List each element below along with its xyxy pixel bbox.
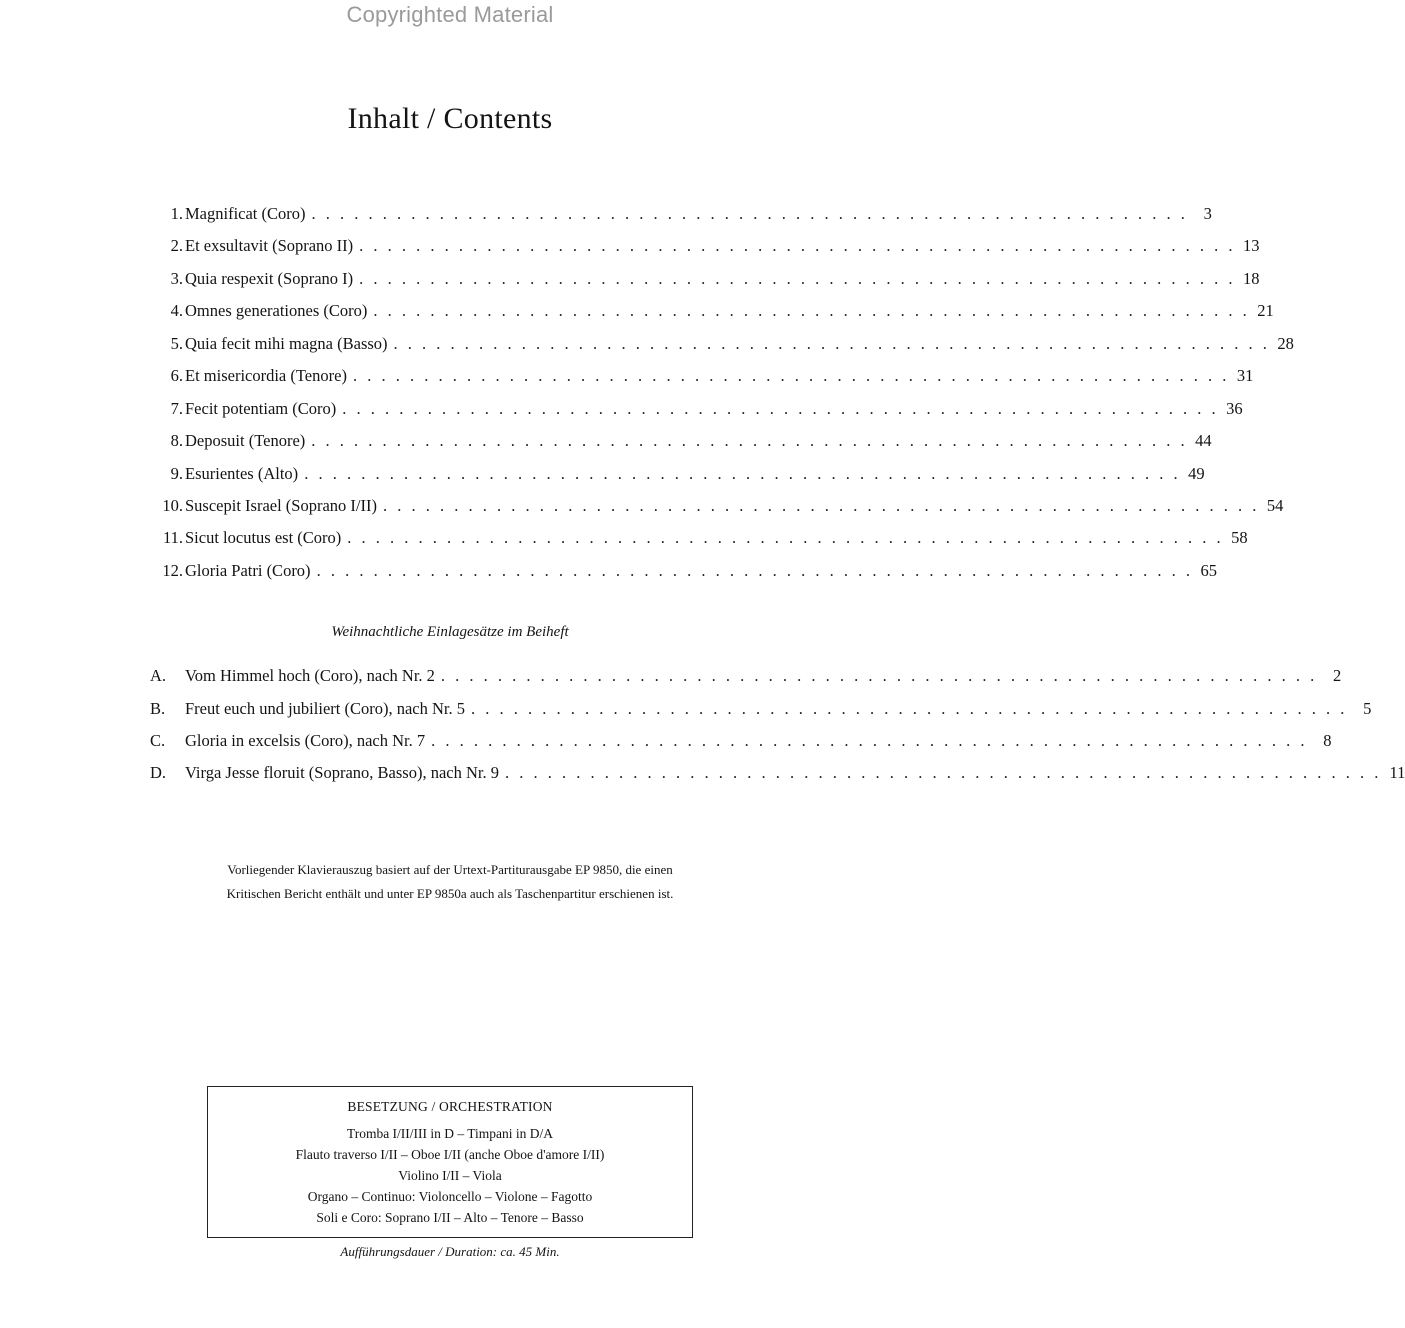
toc-number: 3. — [170, 269, 183, 288]
toc-page: 18 — [1243, 269, 1260, 288]
toc-entry[interactable] — [150, 428, 1212, 454]
toc-number: 11. — [162, 528, 183, 547]
leader-dots: . . . . . . . . . . . . . . . . . . . . . . . . . . . . . . . . . . . . . . . . . . . . . . . . . . . . . . . . . . . . . . — [431, 731, 1308, 750]
toc-title: Quia fecit mihi magna (Basso) — [185, 334, 388, 353]
toc-entry[interactable] — [150, 558, 1217, 584]
toc-title: Deposuit (Tenore) — [185, 431, 306, 450]
toc-entry[interactable] — [150, 266, 1260, 292]
supplement-title: Freut euch und jubiliert (Coro), nach Nr. 5 — [185, 699, 465, 718]
toc-page: 49 — [1188, 464, 1205, 483]
toc-entry[interactable] — [150, 493, 1284, 519]
toc-page: 44 — [1195, 431, 1212, 450]
toc-entry[interactable] — [150, 233, 1260, 259]
leader-dots: . . . . . . . . . . . . . . . . . . . . . . . . . . . . . . . . . . . . . . . . . . . . . . . . . . . . . . . . . . . . . . — [504, 763, 1382, 782]
supplement-title: Vom Himmel hoch (Coro), nach Nr. 2 — [185, 666, 435, 685]
supplement-entry[interactable] — [150, 728, 1332, 754]
page-title: Inhalt / Contents — [347, 102, 553, 135]
toc-number: 12. — [162, 561, 183, 580]
supplement-page: 11 — [1389, 763, 1405, 782]
supplement-entry[interactable] — [150, 696, 1372, 722]
toc-page: 3 — [1203, 204, 1212, 223]
toc-page: 13 — [1243, 236, 1260, 255]
orchestration-box — [207, 1086, 693, 1238]
supplement-letter: A. — [150, 666, 167, 685]
leader-dots: . . . . . . . . . . . . . . . . . . . . . . . . . . . . . . . . . . . . . . . . . . . . . . . . . . . . . . . . . . . . . . — [352, 366, 1230, 385]
leader-dots: . . . . . . . . . . . . . . . . . . . . . . . . . . . . . . . . . . . . . . . . . . . . . . . . . . . . . . . . . . . . . . — [382, 496, 1260, 515]
toc-entry[interactable] — [150, 298, 1274, 324]
orchestration-line: Flauto traverso I/II – Oboe I/II (anche Oboe d'amore I/II) — [295, 1147, 605, 1162]
toc-page: 31 — [1236, 366, 1254, 385]
edition-note-line: Vorliegender Klavierauszug basiert auf der Urtext-Partiturausgabe EP 9850, die einen — [227, 862, 673, 877]
toc-title: Et misericordia (Tenore) — [185, 366, 347, 385]
toc-number: 10. — [162, 496, 183, 515]
toc-title: Gloria Patri (Coro) — [185, 561, 311, 580]
leader-dots: . . . . . . . . . . . . . . . . . . . . . . . . . . . . . . . . . . . . . . . . . . . . . . . . . . . . . . . . . . . . . . — [311, 204, 1188, 223]
supplement-heading: Weihnachtliche Einlagesätze im Beiheft — [331, 624, 569, 640]
supplement-page: 2 — [1333, 666, 1342, 685]
leader-dots: . . . . . . . . . . . . . . . . . . . . . . . . . . . . . . . . . . . . . . . . . . . . . . . . . . . . . . . . . . . . . . — [359, 269, 1236, 288]
toc-page: 58 — [1231, 528, 1248, 547]
edition-note-line: Kritischen Bericht enthält und unter EP 9850a auch als Taschenpartitur erschienen ist. — [226, 886, 674, 901]
toc-title: Et exsultavit (Soprano II) — [185, 236, 354, 255]
toc-number: 5. — [170, 334, 183, 353]
toc-entry[interactable] — [150, 396, 1243, 422]
toc-title: Quia respexit (Soprano I) — [185, 269, 354, 288]
edition-note — [150, 858, 750, 906]
leader-dots: . . . . . . . . . . . . . . . . . . . . . . . . . . . . . . . . . . . . . . . . . . . . . . . . . . . . . . . . . . . . . . — [304, 464, 1181, 483]
toc-title: Sicut locutus est (Coro) — [185, 528, 342, 547]
toc-title: Esurientes (Alto) — [185, 464, 299, 483]
toc-number: 7. — [170, 399, 183, 418]
toc-number: 4. — [170, 301, 183, 320]
orchestration-list — [208, 1123, 692, 1228]
toc-page: 28 — [1277, 334, 1294, 353]
toc-entry[interactable] — [150, 525, 1248, 551]
toc-title: Fecit potentiam (Coro) — [185, 399, 337, 418]
leader-dots: . . . . . . . . . . . . . . . . . . . . . . . . . . . . . . . . . . . . . . . . . . . . . . . . . . . . . . . . . . . . . . — [440, 666, 1318, 685]
toc-page: 54 — [1266, 496, 1284, 515]
orchestration-title: BESETZUNG / ORCHESTRATION — [347, 1099, 553, 1114]
supplement-letter: C. — [150, 731, 166, 750]
duration-note: Aufführungsdauer / Duration: ca. 45 Min. — [340, 1244, 560, 1259]
supplement-entry[interactable] — [150, 663, 1342, 689]
toc-title: Magnificat (Coro) — [185, 204, 306, 223]
leader-dots: . . . . . . . . . . . . . . . . . . . . . . . . . . . . . . . . . . . . . . . . . . . . . . . . . . . . . . . . . . . . . . — [311, 431, 1188, 450]
leader-dots: . . . . . . . . . . . . . . . . . . . . . . . . . . . . . . . . . . . . . . . . . . . . . . . . . . . . . . . . . . . . . . — [347, 528, 1224, 547]
supplement-entry[interactable] — [150, 760, 1405, 786]
copyright-watermark: Copyrighted Material — [346, 2, 554, 27]
toc-entry[interactable] — [150, 363, 1254, 389]
supplement-page: 8 — [1323, 731, 1332, 750]
toc-number: 9. — [170, 464, 183, 483]
orchestration-line: Organo – Continuo: Violoncello – Violone – Fagotto — [307, 1189, 593, 1204]
leader-dots: . . . . . . . . . . . . . . . . . . . . . . . . . . . . . . . . . . . . . . . . . . . . . . . . . . . . . . . . . . . . . . — [316, 561, 1193, 580]
toc-number: 1. — [170, 204, 183, 223]
leader-dots: . . . . . . . . . . . . . . . . . . . . . . . . . . . . . . . . . . . . . . . . . . . . . . . . . . . . . . . . . . . . . . — [359, 236, 1236, 255]
toc-title: Omnes generationes (Coro) — [185, 301, 368, 320]
supplement-letter: B. — [150, 699, 166, 718]
leader-dots: . . . . . . . . . . . . . . . . . . . . . . . . . . . . . . . . . . . . . . . . . . . . . . . . . . . . . . . . . . . . . . — [342, 399, 1219, 418]
toc-entry[interactable] — [150, 461, 1205, 487]
orchestration-line: Soli e Coro: Soprano I/II – Alto – Tenore – Basso — [316, 1210, 584, 1225]
supplement-letter: D. — [150, 763, 167, 782]
orchestration-line: Tromba I/II/III in D – Timpani in D/A — [346, 1126, 554, 1141]
toc-entry[interactable] — [150, 331, 1294, 357]
leader-dots: . . . . . . . . . . . . . . . . . . . . . . . . . . . . . . . . . . . . . . . . . . . . . . . . . . . . . . . . . . . . . . — [373, 301, 1250, 320]
toc-page: 21 — [1257, 301, 1274, 320]
toc-page: 36 — [1226, 399, 1243, 418]
supplement-page: 5 — [1363, 699, 1372, 718]
leader-dots: . . . . . . . . . . . . . . . . . . . . . . . . . . . . . . . . . . . . . . . . . . . . . . . . . . . . . . . . . . . . . . — [470, 699, 1348, 718]
toc-title: Suscepit Israel (Soprano I/II) — [185, 496, 377, 515]
leader-dots: . . . . . . . . . . . . . . . . . . . . . . . . . . . . . . . . . . . . . . . . . . . . . . . . . . . . . . . . . . . . . . — [393, 334, 1270, 353]
toc-number: 8. — [170, 431, 183, 450]
toc-number: 2. — [170, 236, 183, 255]
toc-entry[interactable] — [150, 201, 1212, 227]
toc-page: 65 — [1200, 561, 1217, 580]
supplement-title: Virga Jesse floruit (Soprano, Basso), nach Nr. 9 — [185, 763, 499, 782]
orchestration-line: Violino I/II – Viola — [398, 1168, 502, 1183]
supplement-title: Gloria in excelsis (Coro), nach Nr. 7 — [185, 731, 426, 750]
toc-number: 6. — [170, 366, 183, 385]
